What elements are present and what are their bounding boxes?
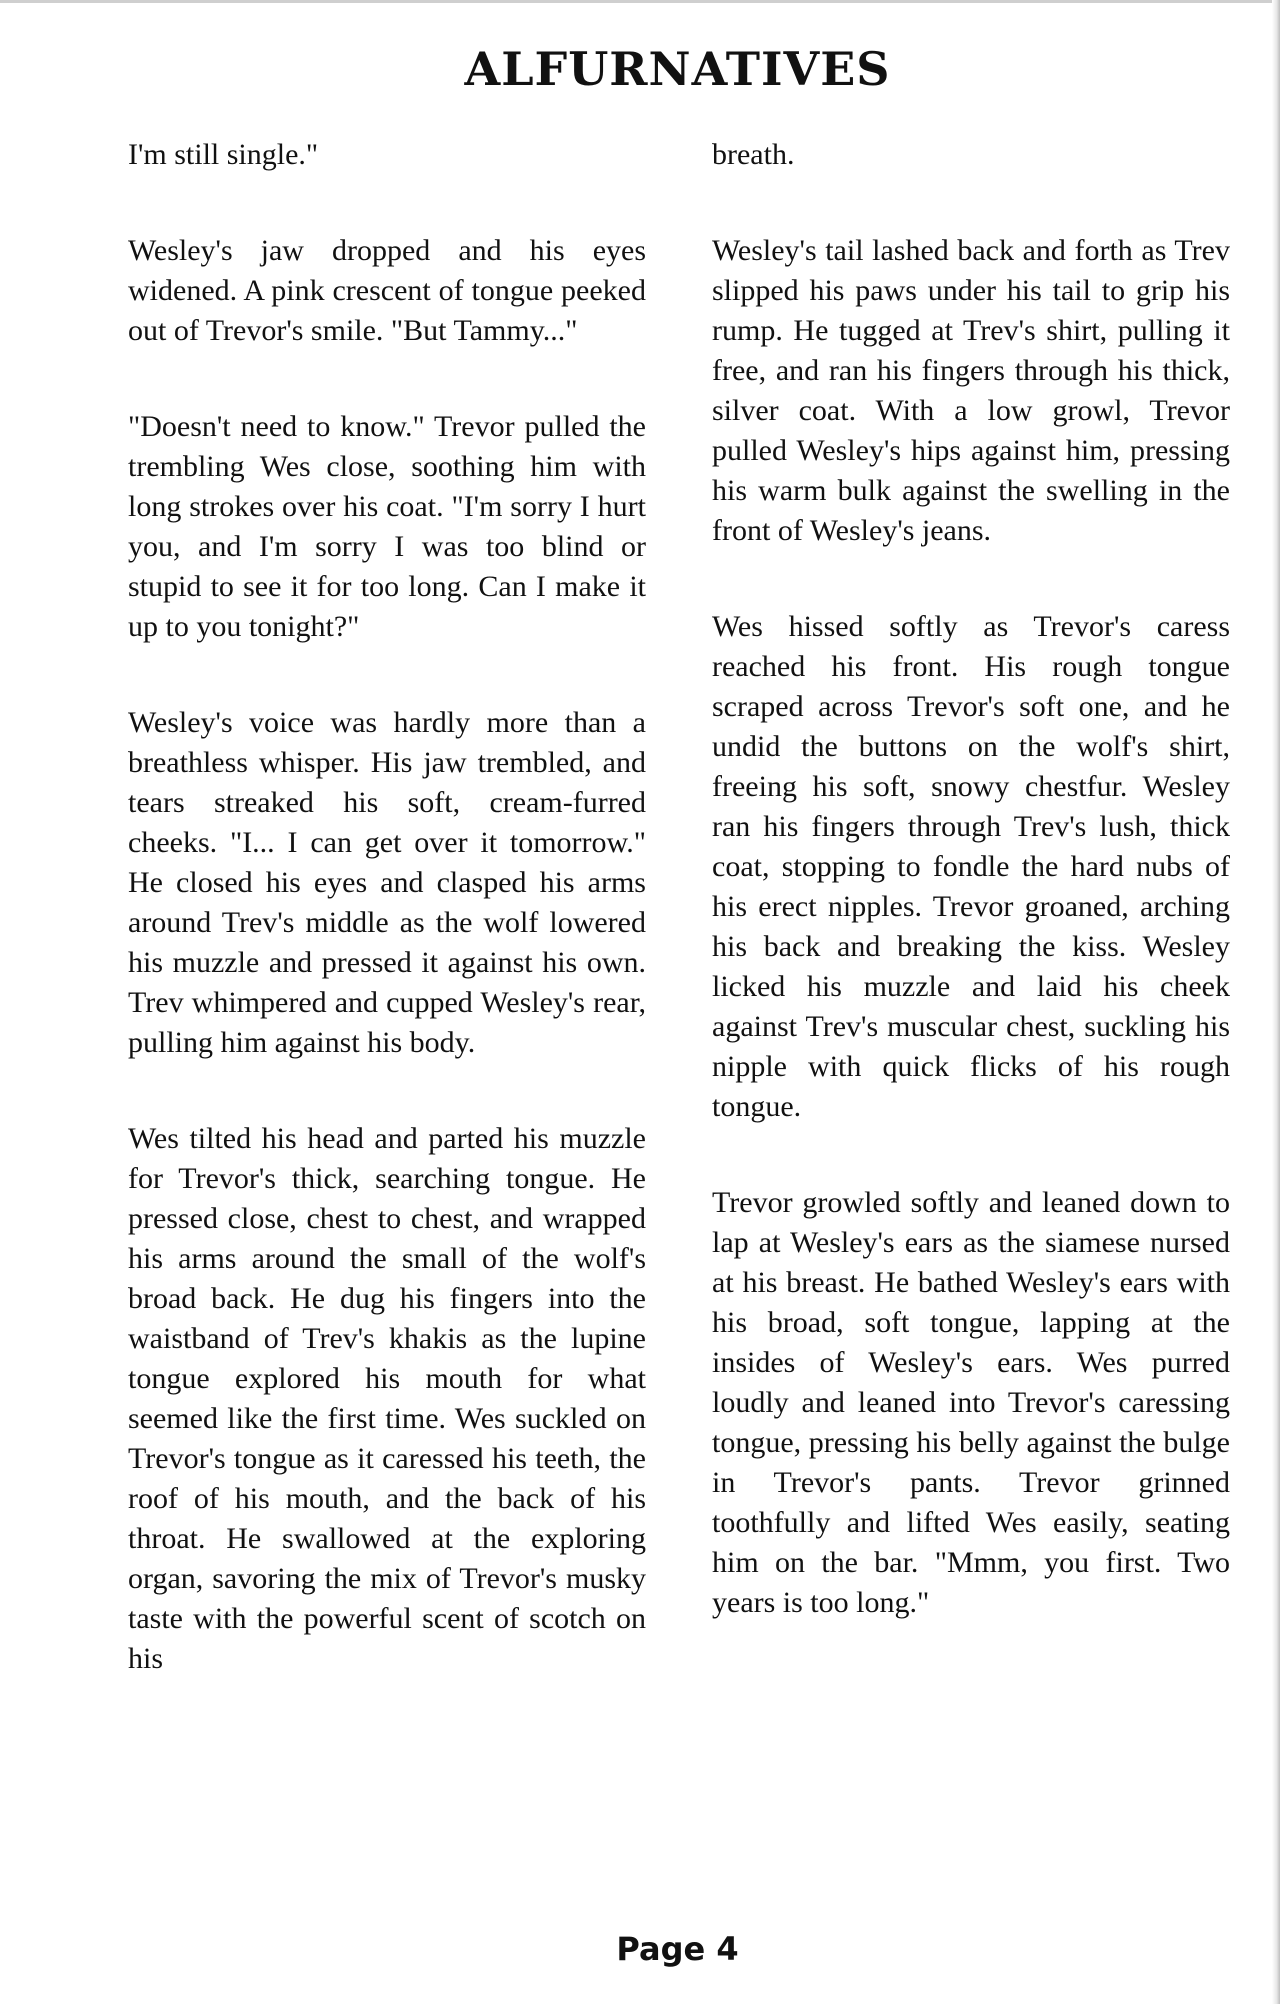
paragraph: Wesley's jaw dropped and his eyes widened. A pink crescent of tongue peeked out of Trevor's smile. "But Tammy..." bbox=[128, 234, 646, 347]
paragraph: Wesley's voice was hardly more than a breathless whisper. His jaw trembled, and tears streaked his soft, cream-furred cheeks. "I... I can get over it tomorrow." He closed his eyes and clasped his arms around Trev's middle as the wolf lowered his muzzle and pressed it against his own. Trev whimpered and cupped Wesley's rear, pulling him against his body. bbox=[128, 706, 646, 1059]
paragraph: I'm still single." bbox=[128, 138, 319, 171]
right-column bbox=[712, 135, 1230, 1679]
paragraph: Wes hissed softly as Trevor's caress reached his front. His rough tongue scraped across Trevor's soft one, and he undid the buttons on the wolf's shirt, freeing his soft, snowy chestfur. Wesley ran his fingers through Trev's lush, thick coat, stopping to fondle the hard nubs of his erect nipples. Trevor groaned, arching his back and breaking the kiss. Wesley licked his muzzle and laid his cheek against Trev's muscular chest, suckling his nipple with quick flicks of his rough tongue. bbox=[712, 610, 1230, 1123]
page-number: Page 4 bbox=[616, 1930, 739, 1968]
paragraph: Wes tilted his head and parted his muzzle for Trevor's thick, searching tongue. He pressed close, chest to chest, and wrapped his arms around the small of the wolf's broad back. He dug his fingers into the waistband of Trev's khakis as the lupine tongue explored his mouth for what seemed like the first time. Wes suckled on Trevor's tongue as it caressed his teeth, the roof of his mouth, and the back of his throat. He swallowed at the exploring organ, savoring the mix of Trevor's musky taste with the powerful scent of scotch on his bbox=[128, 1122, 646, 1675]
page-edge-shadow bbox=[1272, 0, 1280, 2004]
paragraph: Wesley's tail lashed back and forth as Trev slipped his paws under his tail to grip his rump. He tugged at Trev's shirt, pulling it free, and ran his fingers through his thick, silver coat. With a low growl, Trevor pulled Wesley's hips against him, pressing his warm bulk against the swelling in the front of Wesley's jeans. bbox=[712, 234, 1230, 547]
paragraph: Trevor growled softly and leaned down to lap at Wesley's ears as the siamese nursed at his breast. He bathed Wesley's ears with his broad, soft tongue, lapping at the insides of Wesley's ears. Wes purred loudly and leaned into Trevor's caressing tongue, pressing his belly against the bulge in Trevor's pants. Trevor grinned toothfully and lifted Wes easily, seating him on the bar. "Mmm, you first. Two years is too long." bbox=[712, 1186, 1230, 1619]
top-border-rule bbox=[0, 0, 1280, 3]
left-column bbox=[128, 135, 646, 1735]
paragraph: "Doesn't need to know." Trevor pulled the trembling Wes close, soothing him with long strokes over his coat. "I'm sorry I hurt you, and I'm sorry I was too blind or stupid to see it for too long. Can I make it up to you tonight?" bbox=[128, 410, 646, 643]
paragraph: breath. bbox=[712, 138, 795, 171]
page-title: ALFURNATIVES bbox=[464, 42, 891, 96]
